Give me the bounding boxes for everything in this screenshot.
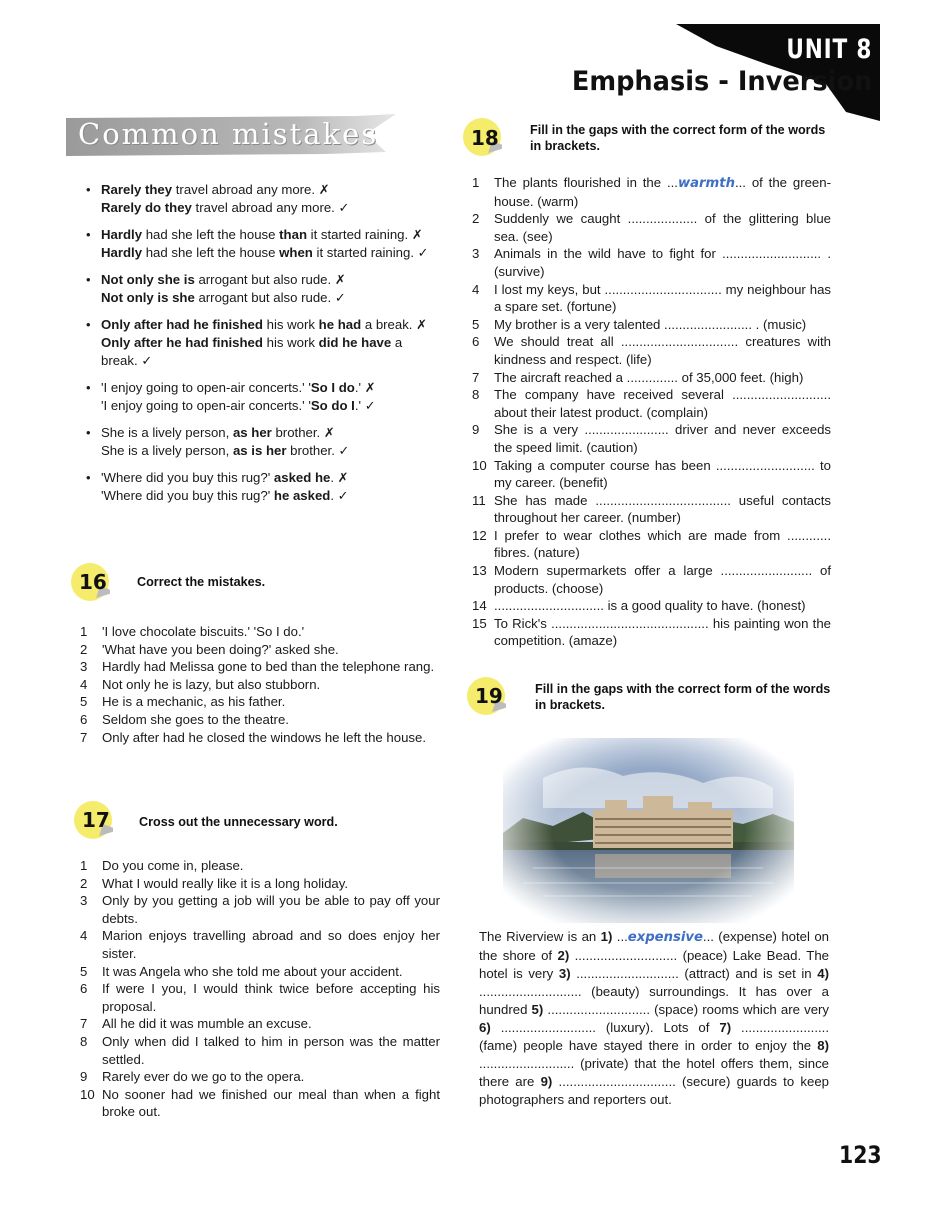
exercise-18-item-number: 4 — [472, 281, 480, 297]
exercise-18-item — [472, 245, 831, 280]
exercise-18-item-text: My brother is a very talented ........................ . (music) — [494, 316, 807, 332]
mistake-correct: She is a lively person, as is her brother. ✓ — [101, 443, 350, 458]
bullet-icon: • — [86, 425, 91, 440]
exercise-17-item — [80, 892, 440, 927]
exercise-18-item-number: 14 — [472, 598, 487, 614]
mistake-correct: Rarely do they travel abroad any more. ✓ — [101, 200, 350, 215]
mistake-correct: 'Where did you buy this rug?' he asked. ✓ — [101, 488, 349, 503]
exercise-18-item-number: 6 — [472, 334, 480, 350]
common-mistakes-list — [86, 181, 436, 514]
exercise-17-item-text: If were I you, I would think twice before accepting his proposal. — [102, 981, 440, 1014]
exercise-17-item-text: It was Angela who she told me about your accident. — [102, 963, 403, 979]
exercise-16-item — [80, 711, 438, 729]
exercise-16-number: 16 — [79, 570, 107, 594]
exercise-18-item-text: I lost my keys, but ................................ my neighbour has a spare set. (fortune) — [494, 281, 831, 315]
exercise-17-item — [80, 1015, 440, 1033]
page-number: 123 — [839, 1141, 882, 1169]
exercise-16-item-number: 2 — [80, 641, 88, 657]
exercise-18-item — [472, 421, 831, 456]
mistake-item — [86, 379, 436, 415]
exercise-18-item — [472, 386, 831, 421]
exercise-16-item-number: 3 — [80, 659, 88, 675]
unit-title: Emphasis - Inversion — [571, 66, 872, 97]
exercise-17-item-number: 5 — [80, 963, 88, 979]
exercise-18-item-number: 3 — [472, 246, 480, 262]
exercise-16-item — [80, 658, 438, 676]
mistake-correct: Only after he had finished his work did he have a break. ✓ — [101, 335, 403, 368]
mistake-wrong: Hardly had she left the house than it started raining. ✗ — [101, 227, 423, 242]
exercise-17-item — [80, 875, 440, 893]
mistake-item — [86, 181, 436, 217]
exercise-18-item — [472, 369, 831, 387]
exercise-18-item-text: .............................. is a good quality to have. (honest) — [494, 598, 806, 614]
exercise-18-item-number: 12 — [472, 527, 487, 543]
exercise-18-item — [472, 527, 831, 562]
unit-label: UNIT 8 — [786, 34, 872, 65]
exercise-16-item — [80, 693, 438, 711]
exercise-17-item-text: What I would really like it is a long holiday. — [102, 875, 349, 891]
exercise-18-item — [472, 316, 831, 334]
exercise-19-instruction: Fill in the gaps with the correct form of the words in brackets. — [535, 682, 831, 712]
exercise-16-item — [80, 729, 438, 747]
exercise-17-item — [80, 1033, 440, 1068]
exercise-18-item-text: Animals in the wild have to fight for ........................... . (survive) — [494, 246, 831, 279]
exercise-18-item — [472, 597, 831, 615]
exercise-16-instruction: Correct the mistakes. — [137, 575, 266, 589]
exercise-16-item-text: Not only he is lazy, but also stubborn. — [102, 676, 321, 692]
mistake-item — [86, 424, 436, 460]
exercise-17-item — [80, 1068, 440, 1086]
exercise-16-item-number: 1 — [80, 624, 88, 639]
bullet-icon: • — [86, 272, 91, 287]
exercise-18-item-number: 2 — [472, 211, 480, 227]
exercise-17-item — [80, 857, 440, 875]
exercise-18-item — [472, 281, 831, 316]
common-mistakes-title: Common mistakes — [78, 117, 379, 151]
exercise-16-item-number: 4 — [80, 676, 88, 692]
exercise-18-number: 18 — [471, 126, 499, 150]
exercise-17-item-number: 2 — [80, 875, 88, 891]
mistake-correct: Hardly had she left the house when it started raining. ✓ — [101, 245, 429, 260]
exercise-18-item-number: 9 — [472, 422, 480, 438]
bullet-icon: • — [86, 227, 91, 242]
mistake-wrong: 'Where did you buy this rug?' asked he. ✗ — [101, 470, 349, 485]
exercise-18-item-text: The plants flourished in the ...warmth... of the green-house. (warm) — [494, 175, 831, 209]
exercise-16-item-text: He is a mechanic, as his father. — [102, 694, 286, 710]
exercise-17-item-number: 7 — [80, 1016, 88, 1032]
exercise-17-item-number: 1 — [80, 858, 88, 873]
exercise-19-paragraph: The Riverview is an 1) ...expensive... (expense) hotel on the shore of 2) ............................ (peace) Lake Bead. The hotel is very 3) ............................ (attract) and is set in 4) ............................ (beauty) surroundings. It has over a hundred 5) ............................ (space) rooms which are very 6) .......................... (luxury). Lots of 7) ........................ (fame) people have stayed there in order to enjoy the 8) .......................... (private) that the hotel offers them, since there are 9) ................................ (secure) guards to keep photographers and reporters out. — [479, 929, 830, 1107]
bullet-icon: • — [86, 470, 91, 485]
mistake-item — [86, 316, 436, 370]
exercise-18-item-text: Suddenly we caught ................... of the glittering blue sea. (see) — [494, 211, 831, 244]
mistake-item — [86, 226, 436, 262]
hotel-lake-photo — [503, 738, 794, 923]
exercise-18-item-text: I prefer to wear clothes which are made from ............ fibres. (nature) — [494, 527, 831, 561]
exercise-16-item-text: Hardly had Melissa gone to bed than the telephone rang. — [102, 659, 435, 675]
exercise-17-item-number: 6 — [80, 981, 88, 997]
mistake-wrong: 'I enjoy going to open-air concerts.' 'So I do.' ✗ — [101, 380, 376, 395]
exercise-18-item — [472, 492, 831, 527]
exercise-18-item-text: She is a very ....................... driver and never exceeds the speed limit. (caution) — [494, 422, 831, 455]
exercise-18-item-number: 5 — [472, 316, 480, 332]
exercise-18-item-number: 11 — [472, 492, 486, 508]
exercise-18-item-text: She has made ..................................... useful contacts throughout her career. (number) — [494, 492, 831, 526]
mistake-item — [86, 469, 436, 505]
exercise-18-instruction: Fill in the gaps with the correct form of the words in brackets. — [530, 123, 826, 153]
exercise-17-item — [80, 963, 440, 981]
exercise-18-item-number: 15 — [472, 615, 487, 631]
exercise-16-item-text: Only after had he closed the windows he left the house. — [102, 729, 427, 745]
exercise-18-item-text: Modern supermarkets offer a large ......................... of products. (choose) — [494, 563, 831, 596]
exercise-16-list — [80, 623, 438, 746]
exercise-18-item-text: To Rick's ........................................... his painting won the competition. (amaze) — [494, 615, 831, 649]
exercise-17-number: 17 — [82, 808, 110, 832]
exercise-18-item-number: 13 — [472, 563, 487, 579]
exercise-18-item-text: Taking a computer course has been ........................... to my career. (benefit) — [494, 457, 831, 491]
exercise-17-item-number: 8 — [80, 1033, 88, 1049]
bullet-icon: • — [86, 182, 91, 197]
exercise-18-item-number: 10 — [472, 457, 487, 473]
exercise-17-item-text: Rarely ever do we go to the opera. — [102, 1069, 305, 1085]
exercise-17-list — [80, 857, 440, 1121]
mistake-wrong: Rarely they travel abroad any more. ✗ — [101, 182, 330, 197]
exercise-18-item-number: 8 — [472, 387, 480, 403]
exercise-19-number: 19 — [475, 684, 503, 708]
exercise-17-item-number: 10 — [80, 1086, 95, 1102]
exercise-18-item — [472, 174, 831, 210]
exercise-17-item-text: Only when did I talked to him in person was the matter settled. — [102, 1033, 440, 1067]
exercise-17-item — [80, 1086, 440, 1121]
exercise-17-item-text: Marion enjoys travelling abroad and so does enjoy her sister. — [102, 928, 440, 961]
bullet-icon: • — [86, 317, 91, 332]
mistake-wrong: She is a lively person, as her brother. ✗ — [101, 425, 335, 440]
exercise-17-item-text: All he did it was mumble an excuse. — [102, 1016, 312, 1032]
exercise-17-instruction: Cross out the unnecessary word. — [139, 815, 338, 829]
bullet-icon: • — [86, 380, 91, 395]
exercise-16-item-text: 'I love chocolate biscuits.' 'So I do.' — [102, 624, 305, 639]
mistake-correct: 'I enjoy going to open-air concerts.' 'So do I.' ✓ — [101, 398, 376, 413]
exercise-17-item-number: 3 — [80, 893, 88, 909]
exercise-16-item — [80, 623, 438, 641]
exercise-17-item — [80, 980, 440, 1015]
mistake-correct: Not only is she arrogant but also rude. ✓ — [101, 290, 346, 305]
exercise-16-item-text: Seldom she goes to the theatre. — [102, 711, 289, 727]
mistake-wrong: Only after had he finished his work he had a break. ✗ — [101, 317, 428, 332]
exercise-17-item — [80, 927, 440, 962]
exercise-18-item-text: The company have received several ........................... about their latest product. (complain) — [494, 387, 831, 420]
exercise-18-item — [472, 457, 831, 492]
exercise-18-item-text: The aircraft reached a .............. of 35,000 feet. (high) — [494, 369, 804, 385]
exercise-17-item-number: 4 — [80, 928, 88, 944]
exercise-18-list — [472, 174, 831, 650]
exercise-16-item — [80, 676, 438, 694]
exercise-18-item-number: 1 — [472, 175, 480, 190]
exercise-16-item — [80, 641, 438, 659]
mistake-item — [86, 271, 436, 307]
exercise-18-item-text: We should treat all ................................ creatures with kindness and respect. (life) — [494, 334, 831, 367]
exercise-17-item-text: Only by you getting a job will you be able to pay off your debts. — [102, 893, 440, 926]
mistake-wrong: Not only she is arrogant but also rude. ✗ — [101, 272, 346, 287]
exercise-16-item-number: 5 — [80, 694, 88, 710]
exercise-17-item-number: 9 — [80, 1069, 88, 1085]
exercise-18-item-number: 7 — [472, 369, 480, 385]
exercise-16-item-number: 7 — [80, 729, 88, 745]
exercise-17-item-text: No sooner had we finished our meal than when a fight broke out. — [102, 1086, 440, 1120]
exercise-16-item-text: 'What have you been doing?' asked she. — [102, 641, 339, 657]
exercise-18-item — [472, 210, 831, 245]
exercise-18-item — [472, 615, 831, 650]
exercise-18-item — [472, 562, 831, 597]
exercise-18-item — [472, 333, 831, 368]
exercise-16-item-number: 6 — [80, 711, 88, 727]
exercise-17-item-text: Do you come in, please. — [102, 858, 244, 873]
